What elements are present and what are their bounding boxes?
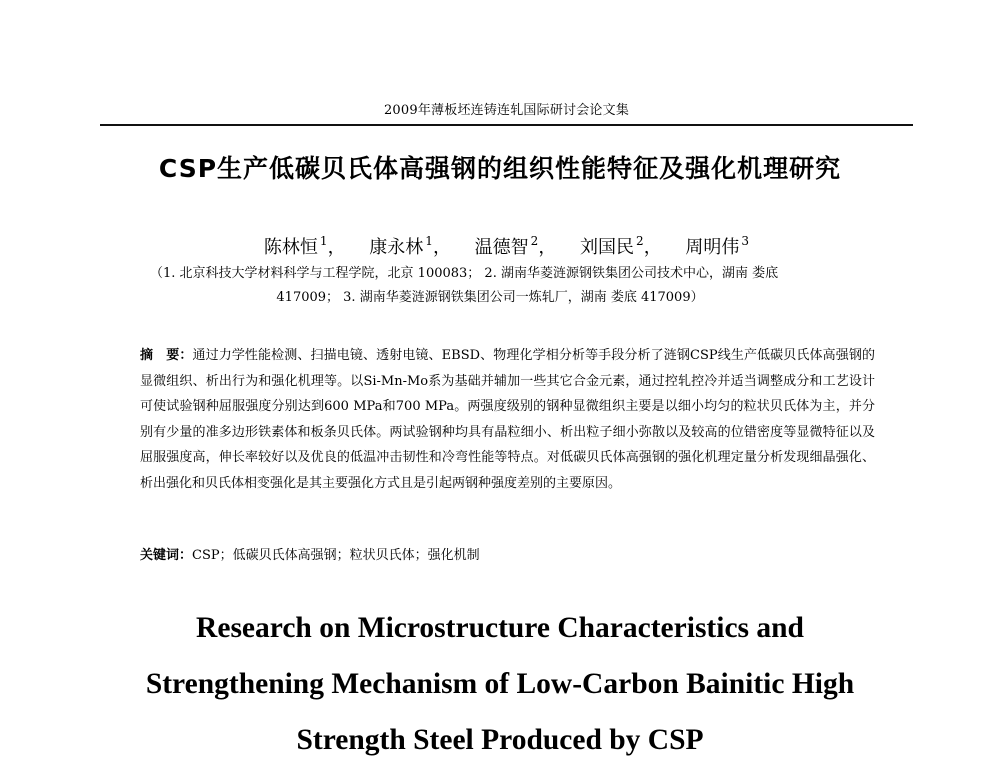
author-affiliation-mark: 1 bbox=[319, 234, 328, 248]
author-2 bbox=[369, 228, 433, 261]
english-title-line-2: Strengthening Mechanism of Low-Carbon Bainitic High bbox=[145, 668, 855, 700]
author-separator: ， bbox=[432, 237, 451, 258]
author-separator: ， bbox=[327, 237, 346, 258]
keywords-text: CSP；低碳贝氏体高强钢；粒状贝氏体；强化机制 bbox=[192, 548, 480, 563]
author-name: 康永林 bbox=[369, 237, 424, 258]
abstract-label: 摘 要： bbox=[140, 348, 193, 363]
running-header: 2009年薄板坯连铸连轧国际研讨会论文集 bbox=[383, 103, 630, 118]
author-name: 刘国民 bbox=[580, 237, 635, 258]
author-name: 温德智 bbox=[474, 237, 529, 258]
affiliation-line-2: 417009； 3. 湖南华菱涟源钢铁集团公司一炼轧厂，湖南 娄底 417009） bbox=[276, 290, 704, 305]
chinese-title: CSP生产低碳贝氏体高强钢的组织性能特征及强化机理研究 bbox=[158, 154, 842, 183]
author-separator: ， bbox=[538, 237, 557, 258]
author-affiliation-mark: 2 bbox=[636, 234, 644, 248]
english-title-line-3: Strength Steel Produced by CSP bbox=[296, 724, 704, 756]
author-3 bbox=[475, 228, 539, 261]
author-1 bbox=[264, 228, 328, 261]
english-title-line-1: Research on Microstructure Characteristics and bbox=[196, 612, 804, 644]
affiliation-line-1: （1. 北京科技大学材料科学与工程学院，北京 100083； 2. 湖南华菱涟源钢铁集团公司技术中心，湖南 娄底 bbox=[150, 266, 779, 281]
author-affiliation-mark: 3 bbox=[741, 234, 750, 248]
abstract bbox=[140, 343, 875, 496]
header-rule bbox=[100, 124, 913, 126]
author-list bbox=[100, 228, 913, 261]
author-name: 周明伟 bbox=[685, 237, 740, 258]
keywords bbox=[140, 545, 875, 567]
author-5 bbox=[685, 228, 749, 261]
author-affiliation-mark: 1 bbox=[425, 234, 433, 248]
english-title bbox=[60, 600, 940, 768]
affiliations bbox=[150, 262, 870, 310]
author-name: 陈林恒 bbox=[263, 237, 318, 258]
author-4 bbox=[580, 228, 644, 261]
author-affiliation-mark: 2 bbox=[530, 234, 539, 248]
keywords-label: 关键词： bbox=[140, 548, 193, 563]
author-separator: ， bbox=[643, 237, 662, 258]
abstract-text: 通过力学性能检测、扫描电镜、透射电镜、EBSD、物理化学相分析等手段分析了涟钢CSP线生产低碳贝氏体高强钢的显微组织、析出行为和强化机理等。以Si-Mn-Mo系为基础并辅加一些其它合金元素，通过控轧控冷并适当调整成分和工艺设计可使试验钢种屈服强度分别达到600 MPa和700 MPa。两强度级别的钢种显微组织主要是以细小均匀的粒状贝氏体为主，并分别有少量的准多边形铁素体和板条贝氏体。两试验钢种均具有晶粒细小、析出粒子细小弥散以及较高的位错密度等显微特征以及屈服强度高，伸长率较好以及优良的低温冲击韧性和冷弯性能等特点。对低碳贝氏体高强钢的强化机理定量分析发现细晶强化、析出强化和贝氏体相变强化是其主要强化方式且是引起两钢种强度差别的主要原因。 bbox=[140, 348, 875, 491]
